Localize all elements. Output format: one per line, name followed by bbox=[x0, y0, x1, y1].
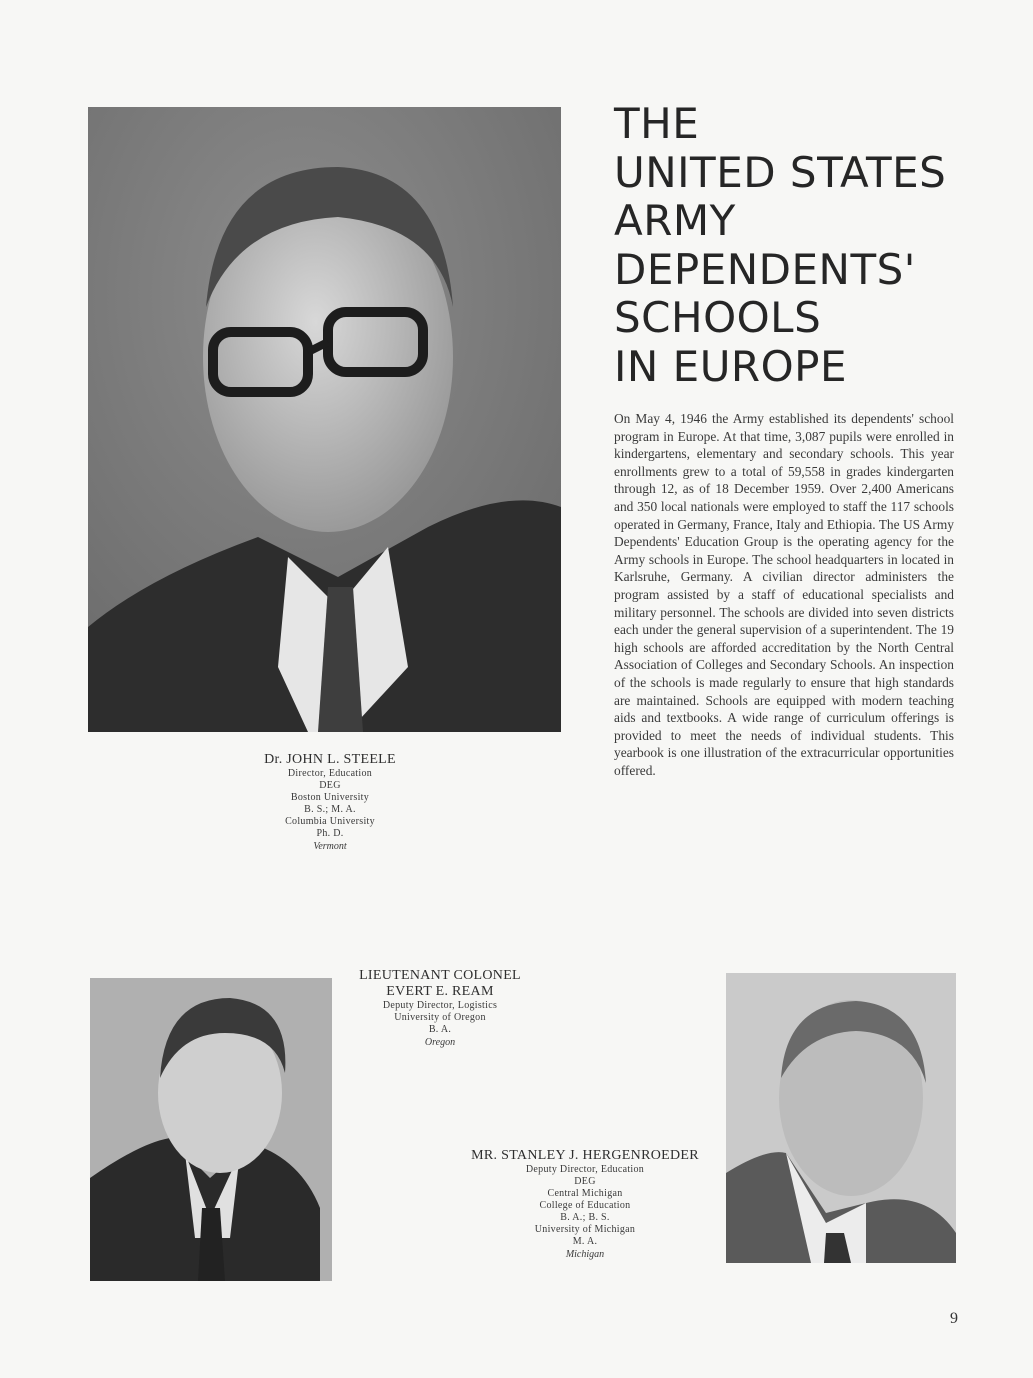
caption-line: Deputy Director, Education bbox=[525, 1164, 645, 1175]
page-number: 9 bbox=[950, 1310, 958, 1327]
caption-hergenroeder bbox=[450, 1148, 720, 1262]
person-rank: LIEUTENANT COLONEL bbox=[359, 968, 521, 983]
headline-line: SCHOOLS bbox=[614, 293, 822, 342]
caption-line: University of Oregon bbox=[394, 1012, 486, 1023]
headline-line: ARMY bbox=[614, 196, 736, 245]
portrait-ream bbox=[90, 978, 332, 1281]
caption-line: Ph. D. bbox=[316, 828, 344, 839]
home-state: Michigan bbox=[565, 1249, 605, 1260]
body-paragraph: On May 4, 1946 the Army established its dependents' school program in Europe. At that time, 3,087 pupils were enrolled in kindergartens, elementary and secondary schools. This year enrollments grew to a total of 59,558 in grades kindergarten through 12, as of 18 December 1959. Over 2,400 Americans and 350 local nationals were employed to staff the 117 schools operated in Germany, France, Italy and Ethiopia. The US Army Dependents' Education Group is the operating agency for the Army schools in Europe. The school headquarters in located in Karlsruhe, Germany. A civilian director administers the program assisted by a staff of educational specialists and military personnel. The schools are divided into seven districts each under the general supervision of a superintendent. The 19 high schools are afforded accreditation by the North Central Association of Colleges and Secondary Schools. An inspection of the schools is made regularly to ensure that high standards are maintained. Schools are equipped with modern teaching aids and textbooks. A wide range of curriculum offerings is provided to meet the needs of individual students. This yearbook is one illustration of the extracurricular opportunities offered. bbox=[614, 411, 954, 778]
headline-line: THE bbox=[614, 99, 700, 148]
home-state: Oregon bbox=[424, 1037, 456, 1048]
caption-line: M. A. bbox=[572, 1236, 598, 1247]
home-state: Vermont bbox=[313, 841, 347, 852]
caption-ream bbox=[340, 968, 540, 1050]
caption-line: B. A.; B. S. bbox=[560, 1212, 610, 1223]
caption-line: B. A. bbox=[428, 1024, 452, 1035]
person-name: Dr. JOHN L. STEELE bbox=[264, 752, 396, 767]
caption-line: Director, Education bbox=[287, 768, 373, 779]
portrait-steele bbox=[88, 107, 561, 732]
caption-line: DEG bbox=[574, 1176, 596, 1187]
caption-line: College of Education bbox=[539, 1200, 631, 1211]
caption-line: University of Michigan bbox=[534, 1224, 636, 1235]
headline-line: UNITED STATES bbox=[614, 147, 947, 197]
headline-line: IN EUROPE bbox=[614, 341, 848, 391]
person-name: MR. STANLEY J. HERGENROEDER bbox=[471, 1148, 699, 1163]
caption-line: Deputy Director, Logistics bbox=[382, 1000, 498, 1011]
headline-line: DEPENDENTS' bbox=[614, 244, 916, 294]
page-headline bbox=[614, 100, 946, 391]
caption-line: Central Michigan bbox=[547, 1188, 623, 1199]
caption-line: DEG bbox=[319, 780, 341, 791]
caption-steele bbox=[240, 752, 420, 854]
portrait-hergenroeder bbox=[726, 973, 956, 1263]
caption-line: B. S.; M. A. bbox=[304, 804, 356, 815]
caption-line: Boston University bbox=[290, 792, 370, 803]
person-name: EVERT E. REAM bbox=[386, 984, 494, 999]
caption-line: Columbia University bbox=[285, 816, 375, 827]
